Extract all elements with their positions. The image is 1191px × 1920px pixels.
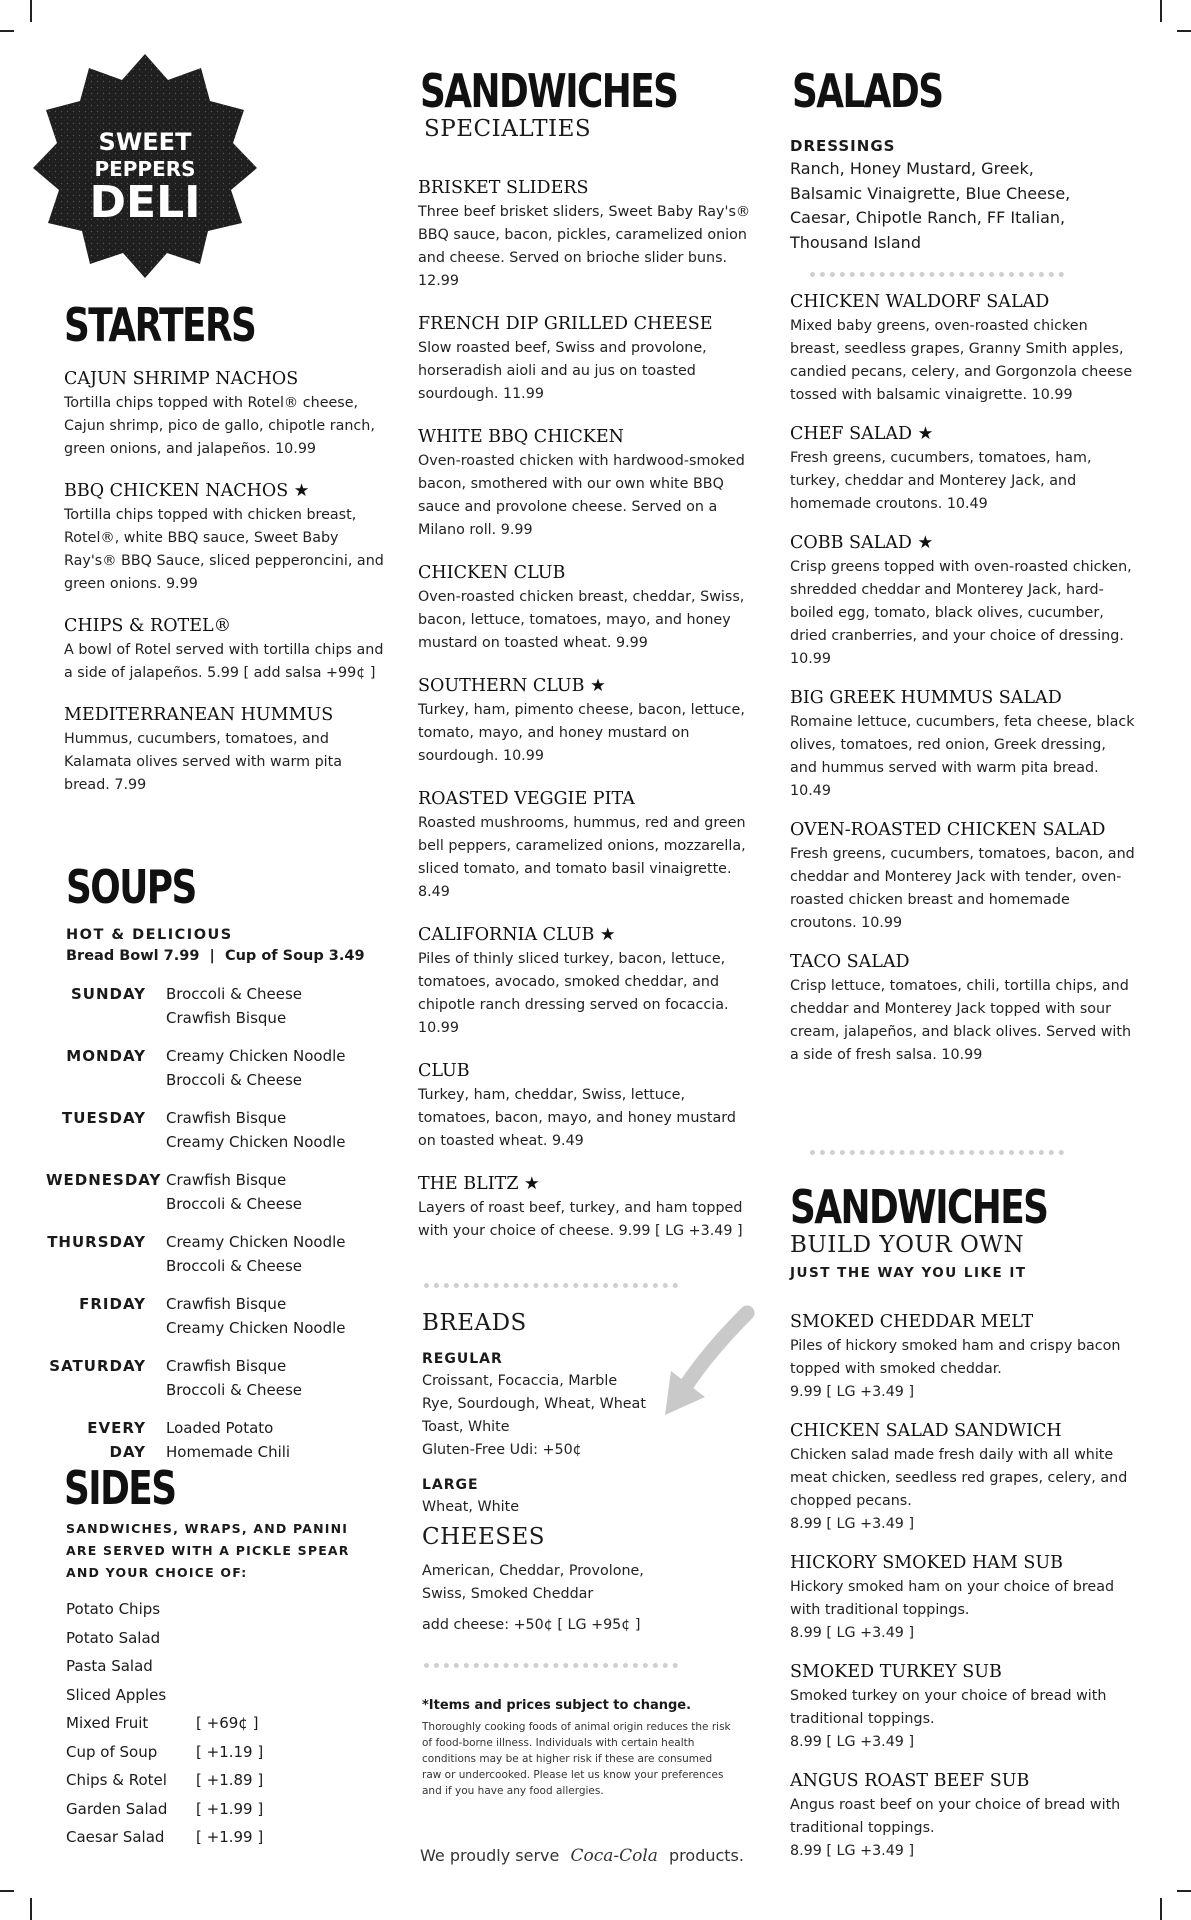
soup-day-label: SATURDAY	[49, 1357, 146, 1375]
deli-logo	[30, 50, 260, 280]
soup-day-label: WEDNESDAY	[46, 1171, 162, 1189]
soup-day-label: MONDAY	[66, 1047, 146, 1065]
build-subtitle: BUILD YOUR OWN	[790, 1232, 1025, 1258]
specialties-title: SANDWICHES	[420, 64, 678, 118]
side-item-price: [ +69¢ ]	[196, 1714, 259, 1732]
soup-day-row	[46, 1044, 386, 1092]
menu-item	[418, 676, 758, 768]
menu-item-description: Piles of thinly sliced turkey, bacon, lettuce, tomatoes, avocado, smoked cheddar, and chipotle ranch dressing served on focaccia. 10.99	[418, 951, 729, 1036]
sides-note-line: SANDWICHES, WRAPS, AND PANINI	[66, 1521, 349, 1536]
side-item-name: Cup of Soup	[66, 1742, 158, 1761]
soup-day-soups	[166, 1044, 346, 1092]
menu-item-description: Turkey, ham, pimento cheese, bacon, lettuce, tomato, mayo, and honey mustard on sourdough. 10.99	[418, 702, 745, 764]
salads-title: SALADS	[792, 64, 943, 118]
menu-item-description: Roasted mushrooms, hummus, red and green bell peppers, caramelized onions, mozzarella, sliced tomato, and tomato basil vinaigrette. 8.49	[418, 815, 746, 900]
menu-item-description: Oven-roasted chicken with hardwood-smoked bacon, smothered with our own white BBQ sauce and provolone cheese. Served on a Milano roll. 9.99	[418, 453, 745, 538]
arrow-icon	[655, 1305, 755, 1425]
menu-item-name: SOUTHERN CLUB ★	[418, 676, 606, 696]
side-item	[66, 1681, 366, 1710]
menu-item	[790, 1771, 1135, 1863]
side-item	[66, 1766, 366, 1795]
soup-name: Creamy Chicken Noodle	[166, 1319, 346, 1337]
divider-dots	[424, 1663, 678, 1668]
soups-prices: Bread Bowl 7.99 | Cup of Soup 3.49	[66, 948, 365, 964]
starters-list	[64, 369, 384, 817]
sides-note	[66, 1518, 350, 1584]
menu-item-price: 8.99 [ LG +3.49 ]	[790, 1516, 915, 1532]
menu-item-name: MEDITERRANEAN HUMMUS	[64, 705, 334, 725]
side-item-name: Potato Chips	[66, 1600, 161, 1618]
menu-item	[64, 481, 384, 596]
soup-day-soups	[166, 1292, 346, 1340]
soup-day-label: TUESDAY	[62, 1109, 146, 1127]
soup-name: Creamy Chicken Noodle	[166, 1133, 346, 1151]
menu-item-name: ROASTED VEGGIE PITA	[418, 789, 635, 809]
menu-item-description: Fresh greens, cucumbers, tomatoes, ham, turkey, cheddar and Monterey Jack, and homemade croutons. 10.49	[790, 450, 1092, 512]
soup-day-soups	[166, 982, 302, 1030]
side-item	[66, 1823, 366, 1852]
menu-item-description: Romaine lettuce, cucumbers, feta cheese, black olives, tomatoes, red onion, Greek dressing, and hummus served with warm pita bread. 10.49	[790, 714, 1135, 799]
menu-item-description: Smoked turkey on your choice of bread with traditional toppings.	[790, 1688, 1107, 1727]
menu-item-description: Tortilla chips topped with Rotel® cheese, Cajun shrimp, pico de gallo, chipotle ranch, green onions, and jalapeños. 10.99	[64, 395, 375, 457]
specialties-subtitle: SPECIALTIES	[424, 116, 592, 142]
side-item-name: Pasta Salad	[66, 1657, 153, 1675]
menu-item	[790, 424, 1135, 516]
menu-item-name: CHEF SALAD ★	[790, 424, 934, 444]
cheeses-list: American, Cheddar, Provolone, Swiss, Smoked Cheddar	[422, 1563, 644, 1602]
soup-day-label: THURSDAY	[47, 1233, 146, 1251]
menu-item	[418, 1061, 758, 1153]
crop-mark	[0, 1890, 14, 1892]
divider-dots	[424, 1283, 678, 1288]
menu-item	[790, 1312, 1135, 1404]
menu-item-name: SMOKED CHEDDAR MELT	[790, 1312, 1034, 1332]
sides-note-line: ARE SERVED WITH A PICKLE SPEAR	[66, 1543, 350, 1558]
logo-badge	[30, 50, 260, 280]
menu-item-name: CALIFORNIA CLUB ★	[418, 925, 616, 945]
soup-day-row	[46, 1354, 386, 1402]
breads-regular-label: REGULAR	[422, 1351, 503, 1367]
soup-name: Broccoli & Cheese	[166, 985, 303, 1003]
side-item-price: [ +1.19 ]	[196, 1742, 264, 1761]
breads-gluten-free: Gluten-Free Udi: +50¢	[422, 1442, 582, 1458]
side-item	[66, 1652, 366, 1681]
soups-title: SOUPS	[66, 860, 196, 914]
soup-name: Broccoli & Cheese	[166, 1257, 303, 1275]
menu-item-description: Mixed baby greens, oven-roasted chicken breast, seedless grapes, Granny Smith apples, candied pecans, celery, and Gorgonzola cheese tossed with balsamic vinaigrette. 10.99	[790, 318, 1133, 403]
divider-dots	[810, 1150, 1064, 1155]
side-item-name: Chips & Rotel	[66, 1771, 167, 1789]
menu-item-name: OVEN-ROASTED CHICKEN SALAD	[790, 820, 1106, 840]
soup-day-soups	[166, 1230, 346, 1278]
cheeses-title: CHEESES	[422, 1524, 546, 1550]
menu-item	[790, 1421, 1135, 1536]
menu-item-price: 8.99 [ LG +3.49 ]	[790, 1843, 915, 1859]
soup-name: Crawfish Bisque	[166, 1109, 287, 1127]
soup-name: Broccoli & Cheese	[166, 1195, 303, 1213]
menu-item-description: Hickory smoked ham on your choice of bread with traditional toppings.	[790, 1579, 1115, 1618]
side-item-price: [ +1.99 ]	[196, 1828, 264, 1846]
soups-schedule	[46, 982, 386, 1478]
menu-item	[418, 427, 758, 542]
menu-item-name: COBB SALAD ★	[790, 533, 934, 553]
divider-dots	[810, 272, 1064, 277]
side-item-name: Mixed Fruit	[66, 1714, 149, 1732]
disclaimer-head: *Items and prices subject to change.	[422, 1698, 692, 1713]
menu-item	[790, 1553, 1135, 1645]
menu-item-name: TACO SALAD	[790, 952, 910, 972]
soup-name: Broccoli & Cheese	[166, 1381, 303, 1399]
sides-note-line: AND YOUR CHOICE OF:	[66, 1565, 248, 1580]
menu-item-description: Layers of roast beef, turkey, and ham topped with your choice of cheese. 9.99 [ LG +3.49 ]	[418, 1200, 743, 1239]
side-item	[66, 1738, 366, 1767]
footer-post: products.	[669, 1846, 744, 1865]
menu-item-description: Piles of hickory smoked ham and crispy bacon topped with smoked cheddar.	[790, 1338, 1121, 1377]
menu-item	[790, 533, 1135, 671]
side-item	[66, 1624, 366, 1653]
menu-item	[790, 952, 1135, 1067]
menu-item-name: WHITE BBQ CHICKEN	[418, 427, 624, 447]
menu-item-description: Chicken salad made fresh daily with all white meat chicken, seedless red grapes, celery, and chopped pecans.	[790, 1447, 1128, 1509]
side-item-name: Potato Salad	[66, 1628, 161, 1647]
side-item-name: Caesar Salad	[66, 1828, 165, 1846]
crop-mark	[1177, 1890, 1191, 1892]
menu-item	[418, 314, 758, 406]
menu-item	[418, 925, 758, 1040]
breads-regular-list: Croissant, Focaccia, Marble Rye, Sourdough, Wheat, Wheat Toast, White	[422, 1373, 646, 1435]
cheeses-block	[422, 1560, 672, 1637]
menu-item-name: CHICKEN SALAD SANDWICH	[790, 1421, 1062, 1441]
menu-item-name: CHICKEN WALDORF SALAD	[790, 292, 1050, 312]
menu-item-name: BBQ CHICKEN NACHOS ★	[64, 481, 310, 501]
menu-item	[64, 705, 384, 797]
soup-name: Crawfish Bisque	[166, 1295, 287, 1313]
menu-item	[64, 616, 384, 685]
salads-list	[790, 292, 1135, 1084]
crop-mark	[0, 30, 14, 32]
soup-name: Creamy Chicken Noodle	[166, 1047, 346, 1065]
soup-day-label: SUNDAY	[70, 985, 146, 1003]
disclaimer	[422, 1698, 732, 1799]
menu-item	[790, 1662, 1135, 1754]
footer-pre: We proudly serve	[420, 1846, 560, 1865]
sides-title: SIDES	[64, 1461, 176, 1515]
breads-large-label: LARGE	[422, 1477, 479, 1493]
soup-day-row	[46, 1106, 386, 1154]
menu-item-price: 8.99 [ LG +3.49 ]	[790, 1625, 915, 1641]
soup-day-row	[46, 1230, 386, 1278]
side-item	[66, 1595, 366, 1624]
soup-name: Crawfish Bisque	[166, 1357, 287, 1375]
specialties-list	[418, 178, 758, 1264]
side-item-price: [ +1.99 ]	[196, 1799, 264, 1818]
logo-line-1: SWEET	[98, 128, 192, 156]
coca-cola-logo: Coca-Cola	[570, 1846, 658, 1866]
menu-item-name: CHICKEN CLUB	[418, 563, 566, 583]
crop-mark	[30, 1898, 32, 1920]
breads-block	[422, 1348, 652, 1519]
menu-item	[790, 688, 1135, 803]
menu-item-description: A bowl of Rotel served with tortilla chips and a side of jalapeños. 5.99 [ add salsa +99¢ ]	[64, 642, 384, 681]
menu-item-description: Crisp lettuce, tomatoes, chili, tortilla chips, and cheddar and Monterey Jack topped with sour cream, jalapeños, and black olives. Served with a side of fresh salsa. 10.99	[790, 978, 1132, 1063]
menu-item-name: THE BLITZ ★	[418, 1174, 540, 1194]
soup-day-soups	[166, 1106, 346, 1154]
menu-item-description: Turkey, ham, cheddar, Swiss, lettuce, tomatoes, bacon, mayo, and honey mustard on toasted wheat. 9.49	[418, 1087, 736, 1149]
soup-name: Broccoli & Cheese	[166, 1071, 303, 1089]
side-item	[66, 1795, 366, 1824]
build-title: SANDWICHES	[790, 1180, 1048, 1234]
menu-item	[418, 563, 758, 655]
menu-item	[64, 369, 384, 461]
menu-item-description: Hummus, cucumbers, tomatoes, and Kalamata olives served with warm pita bread. 7.99	[64, 731, 343, 793]
side-item	[66, 1709, 366, 1738]
menu-item-name: BRISKET SLIDERS	[418, 178, 589, 198]
breads-large-list: Wheat, White	[422, 1499, 520, 1515]
menu-item-description: Oven-roasted chicken breast, cheddar, Swiss, bacon, lettuce, tomatoes, mayo, and honey mustard on toasted wheat. 9.99	[418, 589, 745, 651]
soup-name: Crawfish Bisque	[166, 1171, 287, 1189]
sides-list	[66, 1595, 366, 1852]
soup-name: Crawfish Bisque	[166, 1009, 287, 1027]
menu-item-name: CAJUN SHRIMP NACHOS	[64, 369, 299, 389]
menu-item-description: Three beef brisket sliders, Sweet Baby Ray's® BBQ sauce, bacon, pickles, caramelized onion and cheese. Served on brioche slider buns. 12.99	[418, 204, 751, 289]
menu-item-description: Slow roasted beef, Swiss and provolone, horseradish aioli and au jus on toasted sourdough. 11.99	[418, 340, 707, 402]
menu-item	[790, 292, 1135, 407]
soup-name: Creamy Chicken Noodle	[166, 1233, 346, 1251]
menu-item	[418, 178, 758, 293]
menu-item	[418, 1174, 758, 1243]
soup-name: Homemade Chili	[166, 1443, 291, 1461]
side-item-name: Sliced Apples	[66, 1685, 167, 1704]
logo-line-3: DELI	[89, 177, 201, 228]
menu-item-description: Fresh greens, cucumbers, tomatoes, bacon, and cheddar and Monterey Jack with tender, oven-roasted chicken breast and homemade croutons. 10.99	[790, 846, 1135, 931]
starters-title: STARTERS	[64, 298, 256, 352]
menu-item-name: HICKORY SMOKED HAM SUB	[790, 1553, 1063, 1573]
menu-item-price: 9.99 [ LG +3.49 ]	[790, 1384, 915, 1400]
dressings-label: DRESSINGS	[790, 137, 896, 155]
menu-item-name: BIG GREEK HUMMUS SALAD	[790, 688, 1062, 708]
menu-item-name: CHIPS & ROTEL®	[64, 616, 232, 636]
soup-day-label: FRIDAY	[79, 1295, 146, 1313]
menu-item-price: 8.99 [ LG +3.49 ]	[790, 1734, 915, 1750]
soup-day-soups	[166, 1354, 302, 1402]
soup-day-row	[46, 1416, 386, 1464]
soup-day-soups	[166, 1416, 290, 1464]
menu-item	[790, 820, 1135, 935]
build-list	[790, 1312, 1135, 1880]
build-tagline: JUST THE WAY YOU LIKE IT	[790, 1265, 1027, 1281]
dressings-list: Ranch, Honey Mustard, Greek, Balsamic Vinaigrette, Blue Cheese, Caesar, Chipotle Ranch, FF Italian, Thousand Island	[790, 159, 1071, 252]
crop-mark	[1160, 0, 1162, 22]
menu-item	[418, 789, 758, 904]
menu-item-name: SMOKED TURKEY SUB	[790, 1662, 1002, 1682]
menu-item-name: ANGUS ROAST BEEF SUB	[790, 1771, 1030, 1791]
crop-mark	[1177, 30, 1191, 32]
dressings-block	[790, 135, 1110, 255]
soup-name: Loaded Potato	[166, 1419, 274, 1437]
menu-item-description: Tortilla chips topped with chicken breast, Rotel®, white BBQ sauce, Sweet Baby Ray's® BBQ Sauce, sliced pepperoncini, and green onions. 9.99	[64, 507, 384, 592]
soup-day-label: EVERY DAY	[87, 1419, 146, 1461]
crop-mark	[30, 0, 32, 22]
breads-title: BREADS	[422, 1310, 527, 1336]
disclaimer-body: Thoroughly cooking foods of animal origin reduces the risk of food-borne illness. Individuals with certain health conditions may be at higher risk if these are consumed raw or undercooked. Please let us know your preferences and if you have any food allergies.	[422, 1721, 731, 1797]
menu-item-description: Crisp greens topped with oven-roasted chicken, shredded cheddar and Monterey Jack, hard-boiled egg, tomato, black olives, cucumber, dried cranberries, and your choice of dressing. 10.99	[790, 559, 1132, 667]
soup-day-soups	[166, 1168, 302, 1216]
side-item-name: Garden Salad	[66, 1799, 168, 1818]
cheeses-add: add cheese: +50¢ [ LG +95¢ ]	[422, 1617, 641, 1633]
side-item-price: [ +1.89 ]	[196, 1771, 264, 1789]
logo-line-2: PEPPERS	[94, 157, 196, 181]
menu-item-name: FRENCH DIP GRILLED CHEESE	[418, 314, 713, 334]
crop-mark	[1160, 1898, 1162, 1920]
menu-item-description: Angus roast beef on your choice of bread with traditional toppings.	[790, 1797, 1121, 1836]
soup-day-row	[46, 1292, 386, 1340]
soups-subtitle: HOT & DELICIOUS	[66, 927, 233, 943]
menu-item-name: CLUB	[418, 1061, 470, 1081]
soup-day-row	[46, 982, 386, 1030]
footer-line	[420, 1846, 744, 1866]
soup-day-row	[46, 1168, 386, 1216]
